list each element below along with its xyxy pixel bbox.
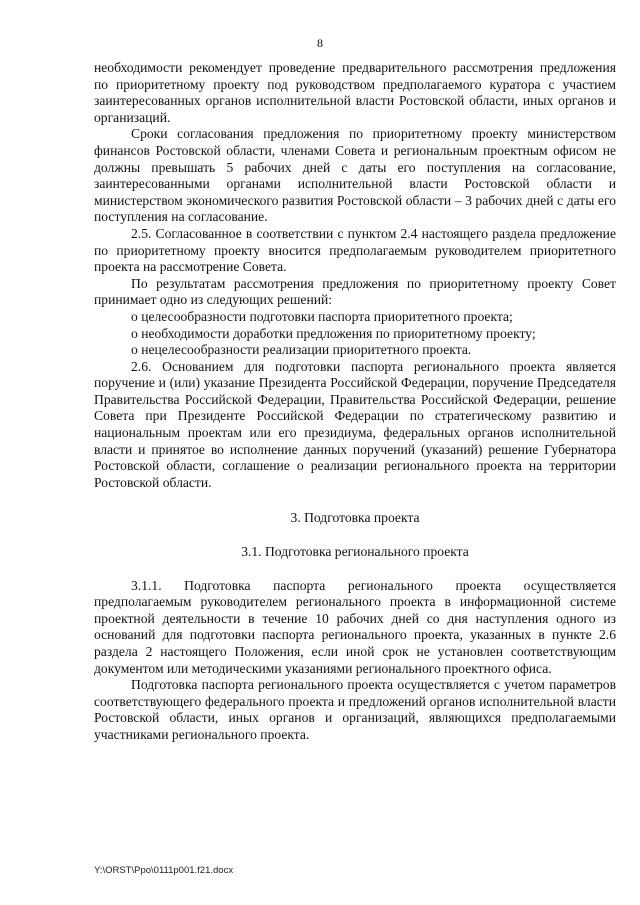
subsection-heading: 3.1. Подготовка регионального проекта (241, 544, 469, 560)
paragraph: Подготовка паспорта регионального проекта осуществляется с учетом параметров соответствующего федерального проекта и предложений органов исполнительной власти Ростовской области, иных органов и организаций, являющихся предполагаемыми участниками регионального проекта. (94, 677, 616, 742)
page-number: 8 (317, 36, 323, 50)
footer-file-path: Y:\ORST\Ppo\0111p001.f21.docx (94, 865, 234, 876)
document-body (94, 60, 616, 744)
paragraph: По результатам рассмотрения предложения по приоритетному проекту Совет принимает одно из следующих решений: (94, 275, 616, 308)
paragraph-clause-2-5: 2.5. Согласованное в соответствии с пунктом 2.4 настоящего раздела предложение по приоритетному проекту вносится предполагаемым руководителем приоритетного проекта на рассмотрение Совета. (94, 225, 616, 275)
paragraph: необходимости рекомендует проведение предварительного рассмотрения предложения по приоритетному проекту под руководством предполагаемого куратора с участием заинтересованных органов исполнительной власти Ростовской области, иных органов и организаций. (94, 60, 616, 125)
list-item: о необходимости доработки предложения по приоритетному проекту; (131, 325, 536, 341)
list-item: о нецелесообразности реализации приоритетного проекта. (131, 342, 472, 358)
paragraph-clause-3-1-1: 3.1.1. Подготовка паспорта регионального проекта осуществляется предполагаемым руководителем регионального проекта в информационной системе проектной деятельности в течение 10 рабочих дней со дня наступления одного из оснований для подготовки паспорта регионального проекта, указанных в пункте 2.6 раздела 2 настоящего Положения, если иной срок не установлен соответствующим документом или методическими указаниями регионального проектного офиса. (94, 577, 616, 676)
list-item: о целесообразности подготовки паспорта приоритетного проекта; (131, 308, 513, 324)
section-heading: 3. Подготовка проекта (290, 510, 420, 526)
paragraph: Сроки согласования предложения по приоритетному проекту министерством финансов Ростовской области, членами Совета и региональным проектным офисом не должны превышать 5 рабочих дней с даты его поступления на согласование, заинтересованными органами исполнительной власти Ростовской области и министерством экономического развития Ростовской области – 3 рабочих дней с даты его поступления на согласование. (94, 126, 616, 225)
paragraph-clause-2-6: 2.6. Основанием для подготовки паспорта регионального проекта является поручение и (или) указание Президента Российской Федерации, поручение Председателя Правительства Российской Федерации, Правительства Российской Федерации, решение Совета при Президенте Российской Федерации по стратегическому развитию и национальным проектам или его президиума, федеральных органов исполнительной власти и принятое во исполнение данных поручений (указаний) решение Губернатора Ростовской области, соглашение о реализации регионального проекта на территории Ростовской области. (94, 358, 616, 490)
